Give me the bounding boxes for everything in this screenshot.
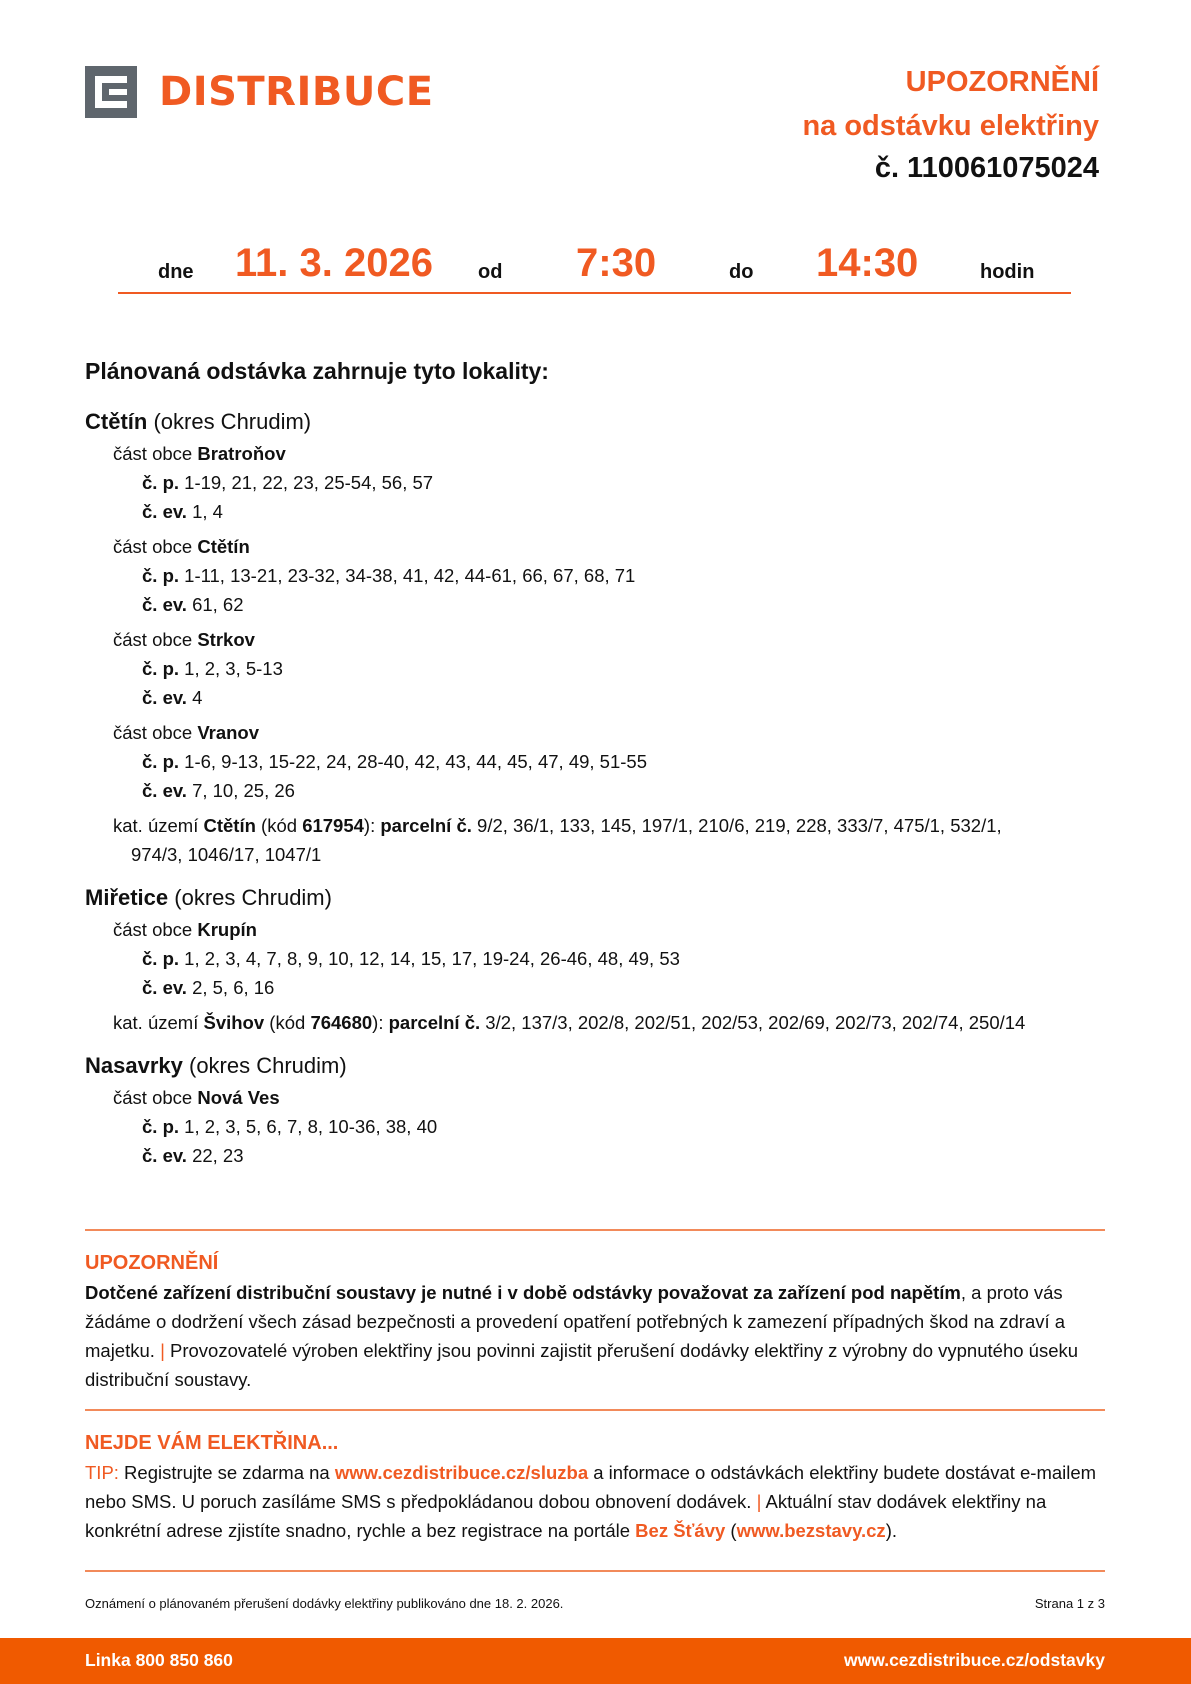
cez-distribuce-logo: [85, 66, 434, 118]
outage-date-time: [118, 240, 1071, 294]
registration-numbers: č. ev. 22, 23: [142, 1145, 244, 1166]
house-numbers: č. p. 1-19, 21, 22, 23, 25-54, 56, 57: [142, 472, 434, 493]
warning-heading: UPOZORNĚNÍ: [85, 1252, 219, 1274]
cadastral-area: kat. území Ctětín (kód 617954): parcelní č. 9/2, 36/1, 133, 145, 197/1, 210/6, 219, 228, 333/7, 475/1, 532/1, 974/3, 1046/17, 1047/1: [113, 815, 1002, 865]
warning-text: Dotčené zařízení distribuční soustavy je nutné i v době odstávky považovat za zařízení pod napětím, a proto vás žádáme o dodržení všech zásad bezpečnosti a provedení opatření potřebných k zamezení případných škod na zdraví a majetku. | Provozovatelé výroben elektřiny jsou povinni zajistit přerušení dodávky elektřiny z výrobny do vypnutého úseku distribuční soustavy.: [85, 1282, 1079, 1390]
outage-date: 11. 3. 2026: [235, 241, 433, 285]
town-heading: Ctětín (okres Chrudim): [85, 409, 312, 434]
town-heading: Miřetice (okres Chrudim): [85, 885, 332, 910]
title-line-2: na odstávku elektřiny: [802, 110, 1099, 142]
localities-heading: Plánovaná odstávka zahrnuje tyto lokality:: [85, 358, 549, 384]
registration-numbers: č. ev. 1, 4: [142, 501, 223, 522]
tip-heading: NEJDE VÁM ELEKTŘINA...: [85, 1432, 339, 1454]
tip-section: [85, 1428, 1110, 1545]
registration-numbers: č. ev. 61, 62: [142, 594, 244, 615]
municipality-part: část obce Ctětín: [113, 536, 250, 557]
tip-label: TIP:: [85, 1462, 119, 1483]
registration-numbers: č. ev. 4: [142, 687, 203, 708]
house-numbers: č. p. 1-6, 9-13, 15-22, 24, 28-40, 42, 43, 44, 45, 47, 49, 51-55: [142, 751, 647, 772]
municipality-part: část obce Strkov: [113, 629, 255, 650]
bez-stavy-brand: Bez Šťávy: [635, 1520, 726, 1541]
publication-note: Oznámení o plánovaném přerušení dodávky elektřiny publikováno dne 18. 2. 2026.: [85, 1596, 564, 1611]
registration-link[interactable]: www.cezdistribuce.cz/sluzba: [334, 1462, 589, 1483]
municipality-part: část obce Nová Ves: [113, 1087, 280, 1108]
municipality-part: část obce Bratroňov: [113, 443, 286, 464]
municipality-part: část obce Krupín: [113, 919, 257, 940]
footer-bar: [0, 1638, 1191, 1684]
house-numbers: č. p. 1, 2, 3, 5, 6, 7, 8, 10-36, 38, 40: [142, 1116, 438, 1137]
notice-number: č. 110061075024: [874, 152, 1099, 184]
time-to: 14:30: [816, 241, 919, 285]
localities-section: [85, 358, 1105, 1170]
to-label: do: [729, 261, 754, 283]
divider: [85, 1229, 1105, 1231]
house-numbers: č. p. 1, 2, 3, 4, 7, 8, 9, 10, 12, 14, 15, 17, 19-24, 26-46, 48, 49, 53: [142, 948, 680, 969]
registration-numbers: č. ev. 2, 5, 6, 16: [142, 977, 275, 998]
tip-text: TIP: Registrujte se zdarma na www.cezdistribuce.cz/sluzba a informace o odstávkách elektřiny budete dostávat e-mailem nebo SMS. U poruch zasíláme SMS s předpokládanou dobou obnovení dodávek. | Aktuální stav dodávek elektřiny na konkrétní adrese zjistíte snadno, rychle a bez registrace na portále Bez Šťávy (www.bezstavy.cz).: [85, 1462, 1097, 1541]
date-label: dne: [158, 261, 194, 283]
logo-text: DISTRIBUCE: [159, 69, 434, 115]
divider: [85, 1570, 1105, 1572]
page-number: Strana 1 z 3: [1034, 1596, 1105, 1611]
divider: [85, 1409, 1105, 1411]
cadastral-area: kat. území Švihov (kód 764680): parcelní č. 3/2, 137/3, 202/8, 202/51, 202/53, 202/69, 202/73, 202/74, 250/14: [113, 1012, 1026, 1033]
cez-logo-icon: [85, 66, 137, 118]
notice-title: [802, 60, 1099, 188]
house-numbers: č. p. 1, 2, 3, 5-13: [142, 658, 283, 679]
registration-numbers: č. ev. 7, 10, 25, 26: [142, 780, 295, 801]
hours-label: hodin: [980, 261, 1035, 283]
title-line-1: UPOZORNĚNÍ: [905, 66, 1099, 98]
bezstavy-link[interactable]: www.bezstavy.cz: [736, 1520, 886, 1541]
hotline: Linka 800 850 860: [85, 1650, 233, 1670]
safety-warning: [85, 1248, 1110, 1394]
from-label: od: [478, 261, 503, 283]
time-from: 7:30: [576, 241, 657, 285]
municipality-part: část obce Vranov: [113, 722, 260, 743]
house-numbers: č. p. 1-11, 13-21, 23-32, 34-38, 41, 42, 44-61, 66, 67, 68, 71: [142, 565, 636, 586]
town-heading: Nasavrky (okres Chrudim): [85, 1053, 347, 1078]
outages-website-link[interactable]: www.cezdistribuce.cz/odstavky: [844, 1650, 1105, 1670]
